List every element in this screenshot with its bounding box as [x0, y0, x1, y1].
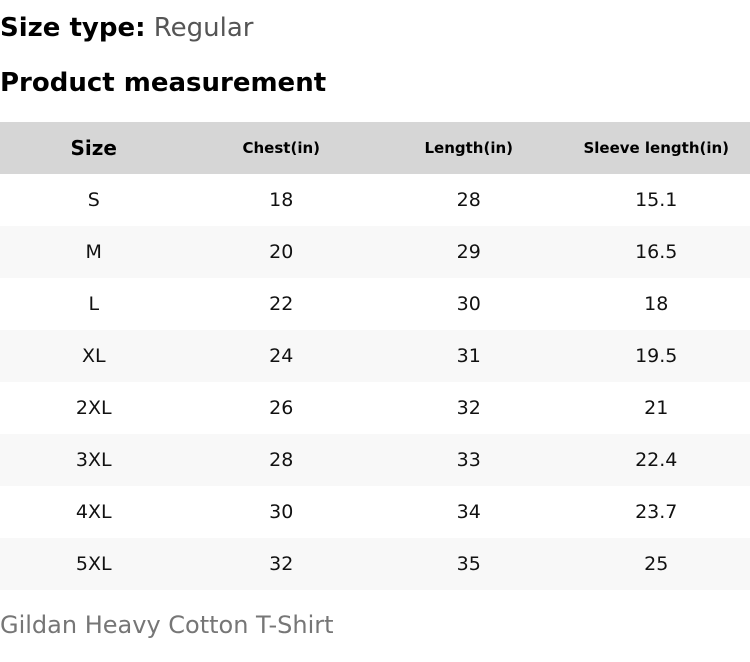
header-chest: Chest(in): [242, 139, 320, 157]
cell-chest: 26: [269, 397, 294, 419]
header-length: Length(in): [424, 139, 514, 157]
cell-chest: 22: [269, 293, 294, 315]
cell-chest: 32: [269, 553, 294, 575]
cell-length: 32: [456, 397, 481, 419]
table-row: [0, 434, 750, 486]
cell-sleeve: 23.7: [635, 501, 678, 523]
measurement-table: [0, 122, 750, 590]
size-type: [0, 12, 253, 44]
table-row: [0, 174, 750, 226]
table-row: [0, 538, 750, 590]
product-name: Gildan Heavy Cotton T-Shirt: [0, 611, 334, 639]
cell-size: L: [88, 293, 100, 315]
cell-chest: 30: [269, 501, 294, 523]
cell-size: XL: [81, 345, 106, 367]
table-header-row: [0, 122, 750, 174]
header-size: Size: [70, 136, 117, 160]
cell-length: 31: [456, 345, 481, 367]
cell-chest: 18: [269, 189, 294, 211]
cell-size: 4XL: [75, 501, 112, 523]
cell-sleeve: 19.5: [635, 345, 678, 367]
cell-size: 2XL: [75, 397, 112, 419]
section-title: Product measurement: [0, 68, 327, 98]
cell-sleeve: 15.1: [635, 189, 678, 211]
cell-size: 3XL: [75, 449, 112, 471]
table-row: [0, 382, 750, 434]
header-sleeve-length: Sleeve length(in): [583, 139, 730, 157]
cell-length: 28: [456, 189, 481, 211]
cell-length: 35: [456, 553, 481, 575]
size-type-label: Size type:: [0, 13, 146, 43]
cell-length: 33: [456, 449, 481, 471]
cell-sleeve: 22.4: [635, 449, 678, 471]
cell-sleeve: 21: [644, 397, 669, 419]
size-type-value: Regular: [153, 13, 254, 43]
cell-chest: 28: [269, 449, 294, 471]
cell-size: S: [87, 189, 100, 211]
table-row: [0, 486, 750, 538]
table-row: [0, 278, 750, 330]
cell-size: 5XL: [75, 553, 112, 575]
cell-chest: 24: [269, 345, 294, 367]
table-row: [0, 330, 750, 382]
cell-sleeve: 16.5: [635, 241, 678, 263]
cell-chest: 20: [269, 241, 294, 263]
cell-sleeve: 25: [644, 553, 669, 575]
cell-sleeve: 18: [644, 293, 669, 315]
cell-size: M: [85, 241, 102, 263]
cell-length: 30: [456, 293, 481, 315]
table-row: [0, 226, 750, 278]
cell-length: 34: [456, 501, 481, 523]
cell-length: 29: [456, 241, 481, 263]
